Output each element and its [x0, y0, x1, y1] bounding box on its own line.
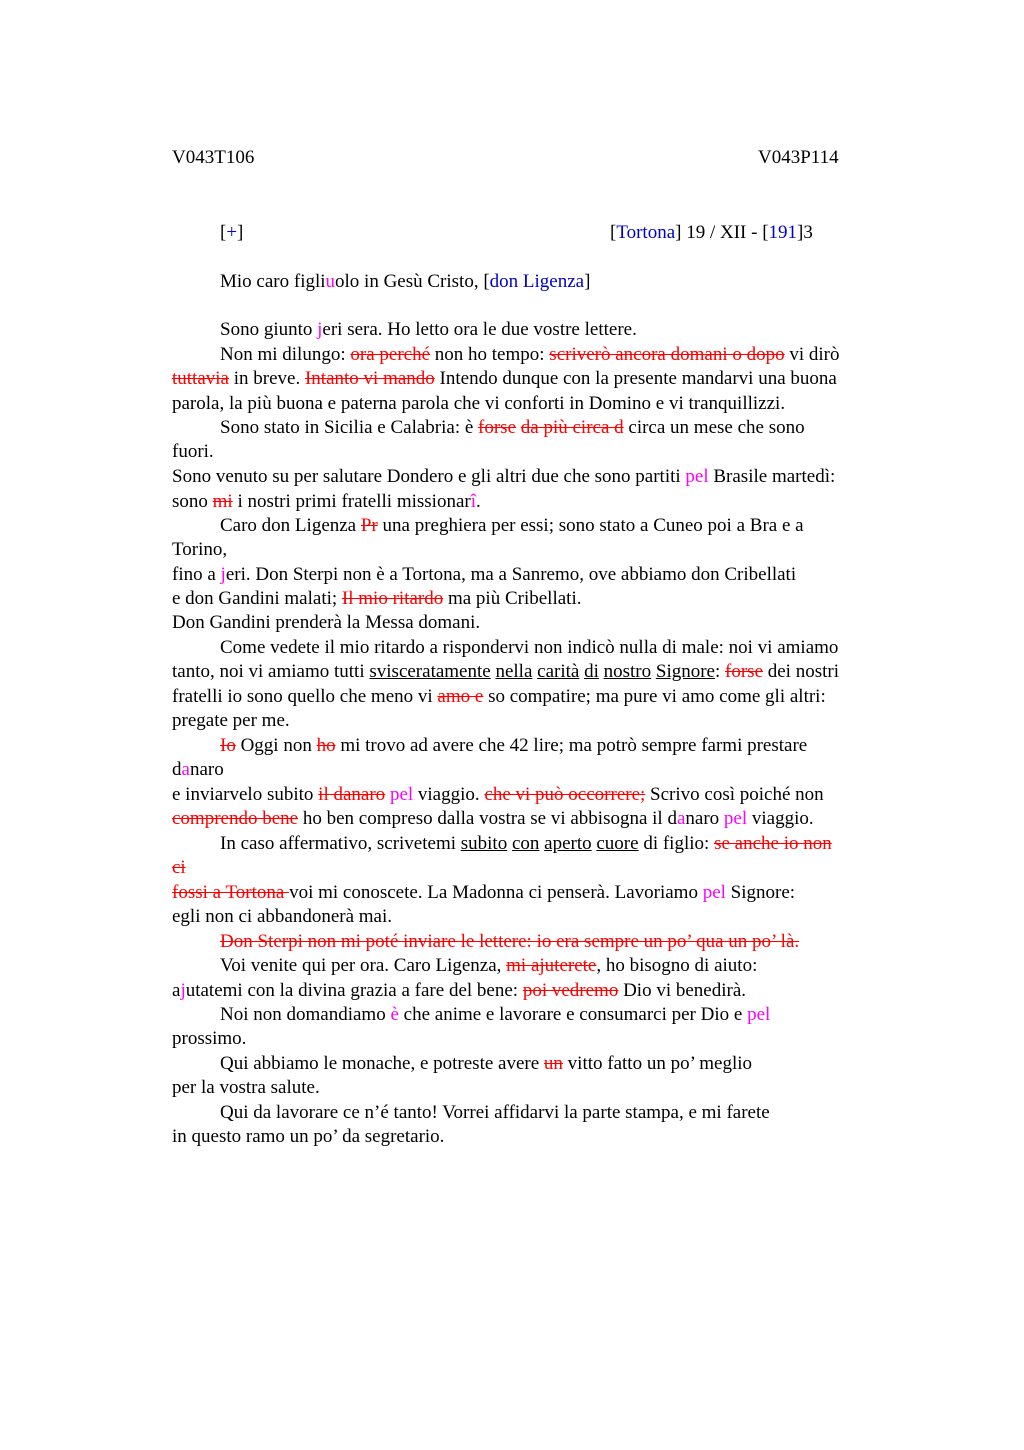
underlined-text: di	[584, 661, 599, 682]
deleted-text: Io	[220, 735, 236, 756]
text-segment: Caro don Ligenza	[220, 515, 361, 536]
text-segment: fino a	[172, 564, 221, 585]
text-line	[172, 808, 814, 830]
text-line	[172, 906, 392, 928]
inserted-text: pel	[685, 466, 709, 487]
text-line	[220, 833, 832, 855]
text-line	[220, 515, 804, 537]
text-segment: so compatire; ma pure vi amo come gli altri:	[483, 686, 826, 707]
underlined-text: nostro	[603, 661, 652, 682]
deleted-text: amo e	[437, 686, 484, 707]
text-segment: Non mi dilungo:	[220, 344, 351, 365]
deleted-text: ci	[172, 857, 186, 878]
text-segment: utatemi con la divina grazia a fare del bene:	[185, 980, 523, 1001]
salutation-text-2: olo in Gesù Cristo, [	[335, 271, 490, 292]
text-segment: e don Gandini malati;	[172, 588, 342, 609]
text-segment: Sono venuto su per salutare Dondero e gli altri due che sono partiti	[172, 466, 686, 487]
text-segment: Scrivo così poiché non	[645, 784, 824, 805]
text-line	[220, 1053, 752, 1075]
text-line	[172, 588, 581, 610]
underlined-text: svisceratamente	[369, 661, 491, 682]
deleted-text: Pr	[360, 515, 378, 536]
underlined-text: subito	[460, 833, 508, 854]
text-line	[172, 686, 826, 708]
text-segment: pregate per me.	[172, 710, 290, 731]
text-segment: , ho bisogno di aiuto:	[596, 955, 758, 976]
text-segment: viaggio.	[747, 808, 814, 829]
text-line	[220, 344, 840, 366]
inserted-text: a	[181, 759, 190, 780]
deleted-text: scriverò ancora domani o dopo	[549, 344, 785, 365]
text-segment: circa un mese che sono	[623, 417, 805, 438]
deleted-text: da più circa d	[520, 417, 624, 438]
deleted-text: il danaro	[318, 784, 386, 805]
text-line	[172, 1077, 320, 1099]
text-segment: Voi venite qui per ora. Caro Ligenza,	[220, 955, 507, 976]
text-line	[172, 857, 186, 879]
text-line	[172, 491, 481, 513]
salutation	[220, 271, 590, 293]
text-segment: Oggi non	[235, 735, 317, 756]
cross-symbol: +	[226, 222, 238, 243]
deleted-text: Il mio ritardo	[341, 588, 444, 609]
text-segment: Qui da lavorare ce n’é tanto! Vorrei affidarvi la parte stampa, e mi farete	[220, 1102, 770, 1123]
text-line	[220, 637, 838, 659]
text-line	[220, 735, 807, 757]
text-segment: dei nostri	[763, 661, 839, 682]
text-segment: egli non ci abbandonerà mai.	[172, 906, 393, 927]
text-line	[172, 759, 224, 781]
text-segment: Sono giunto	[220, 319, 318, 340]
text-segment: sono	[172, 491, 213, 512]
underlined-text: carità	[537, 661, 580, 682]
text-segment: eri. Don Sterpi non è a Tortona, ma a Sanremo, ove abbiamo don Cribellati	[225, 564, 797, 585]
text-segment: una preghiera per essi; sono stato a Cuneo poi a Bra e a	[377, 515, 804, 536]
inserted-text: pel	[747, 1004, 771, 1025]
text-segment: d	[172, 759, 182, 780]
text-line	[172, 564, 796, 586]
deleted-text: tuttavia	[172, 368, 229, 389]
deleted-text: forse	[478, 417, 517, 438]
text-segment: parola, la più buona e paterna parola che vi conforti in Domino e vi tranquillizzi.	[172, 393, 786, 414]
salutation-close: ]	[584, 271, 591, 292]
text-segment: Brasile martedì:	[708, 466, 836, 487]
underlined-text: nella	[495, 661, 533, 682]
text-segment: in questo ramo un po’ da segretario.	[172, 1126, 445, 1147]
text-line	[172, 1126, 444, 1148]
text-line	[220, 931, 799, 953]
cross-mark: [+]	[220, 222, 244, 243]
deleted-text: poi vedremo	[522, 980, 619, 1001]
text-segment: ma più Cribellati.	[443, 588, 582, 609]
text-line	[220, 955, 757, 977]
text-segment: naro	[685, 808, 724, 829]
document-code-left: V043T106	[172, 147, 255, 168]
inserted-text: j	[317, 319, 323, 340]
text-segment: per la vostra salute.	[172, 1077, 320, 1098]
text-segment: Qui abbiamo le monache, e potreste avere	[220, 1053, 544, 1074]
underlined-text: Signore	[655, 661, 715, 682]
text-line	[172, 368, 837, 390]
text-segment: naro	[189, 759, 224, 780]
text-segment: in breve.	[228, 368, 305, 389]
deleted-text: comprendo bene	[172, 808, 299, 829]
text-segment: Sono stato in Sicilia e Calabria: è	[220, 417, 479, 438]
dateline-year-end: ]3	[797, 222, 813, 243]
underlined-text: cuore	[596, 833, 639, 854]
text-line	[172, 784, 824, 806]
text-segment: non ho tempo:	[430, 344, 550, 365]
text-line	[172, 980, 746, 1002]
deleted-text: forse	[725, 661, 763, 682]
text-segment: ho ben compreso dalla vostra se vi abbisogna il d	[298, 808, 677, 829]
text-line	[220, 1102, 770, 1124]
text-line	[220, 417, 805, 439]
dateline-date: 19 / XII - [	[681, 222, 769, 243]
text-segment: vi dirò	[784, 344, 840, 365]
text-segment: che anime e lavorare e consumarci per Dio e	[398, 1004, 748, 1025]
text-segment: Torino,	[172, 539, 228, 560]
text-segment: Dio vi benedirà.	[618, 980, 747, 1001]
text-line	[172, 710, 290, 732]
inserted-text: pel	[389, 784, 414, 805]
text-segment: prossimo.	[172, 1028, 247, 1049]
text-segment: di figlio:	[638, 833, 715, 854]
text-line	[172, 441, 214, 463]
text-line	[172, 1028, 246, 1050]
text-segment: In caso affermativo, scrivetemi	[220, 833, 461, 854]
document-code-right: V043P114	[758, 147, 839, 168]
deleted-text: ora perché	[350, 344, 431, 365]
dateline-place: Tortona	[616, 222, 676, 243]
text-segment: Intendo dunque con la presente mandarvi una buona	[434, 368, 837, 389]
text-segment: fratelli io sono quello che meno vi	[172, 686, 438, 707]
salutation-insertion: u	[325, 271, 336, 292]
inserted-text: pel	[702, 882, 726, 903]
deleted-text: mi	[212, 491, 233, 512]
text-line	[172, 612, 480, 634]
text-segment: Don Gandini prenderà la Messa domani.	[172, 612, 481, 633]
text-segment: e inviarvelo subito	[172, 784, 319, 805]
text-line	[172, 393, 785, 415]
deleted-text: Intanto vi mando	[304, 368, 435, 389]
text-segment: :	[714, 661, 726, 682]
dateline: [Tortona] 19 / XII - [191]3	[610, 222, 813, 243]
inserted-text: î	[470, 491, 476, 512]
salutation-name: don Ligenza	[489, 271, 585, 292]
text-line	[172, 882, 795, 904]
deleted-text: che vi può occorrere;	[484, 784, 646, 805]
text-segment: mi trovo ad avere che 42 lire; ma potrò sempre farmi prestare	[335, 735, 808, 756]
inserted-text: pel	[723, 808, 748, 829]
text-segment: a	[172, 980, 181, 1001]
text-line	[220, 1004, 770, 1026]
inserted-text: è	[390, 1004, 399, 1025]
deleted-text: Don Sterpi non mi poté inviare le lettere: io era sempre un po’ qua un po’ là.	[220, 931, 800, 952]
text-segment: Noi non domandiamo	[220, 1004, 391, 1025]
text-segment: viaggio.	[413, 784, 485, 805]
inserted-text: j	[220, 564, 226, 585]
inserted-text: a	[676, 808, 686, 829]
text-segment: Signore:	[725, 882, 796, 903]
text-line	[220, 319, 637, 341]
text-line	[172, 661, 839, 683]
text-segment: vitto fatto un po’ meglio	[562, 1053, 753, 1074]
text-segment: .	[476, 491, 481, 512]
text-segment: tanto, noi vi amiamo tutti	[172, 661, 370, 682]
text-segment: fuori.	[172, 441, 214, 462]
text-segment: eri sera. Ho letto ora le due vostre lettere.	[322, 319, 637, 340]
text-segment: Come vedete il mio ritardo a rispondervi non indicò nulla di male: noi vi amiamo	[220, 637, 839, 658]
underlined-text: aperto	[544, 833, 592, 854]
text-segment: i nostri primi fratelli missionar	[232, 491, 471, 512]
inserted-text: j	[180, 980, 186, 1001]
underlined-text: con	[511, 833, 540, 854]
text-segment: voi mi conoscete. La Madonna ci penserà. Lavoriamo	[289, 882, 703, 903]
deleted-text: se anche io non	[714, 833, 832, 854]
text-line	[172, 466, 835, 488]
deleted-text: fossi a Tortona	[172, 882, 290, 903]
deleted-text: mi ajuterete	[506, 955, 597, 976]
deleted-text: ho	[316, 735, 336, 756]
salutation-text: Mio caro figli	[220, 271, 326, 292]
text-line	[172, 539, 227, 561]
deleted-text: un	[543, 1053, 563, 1074]
dateline-year: 191	[768, 222, 798, 243]
